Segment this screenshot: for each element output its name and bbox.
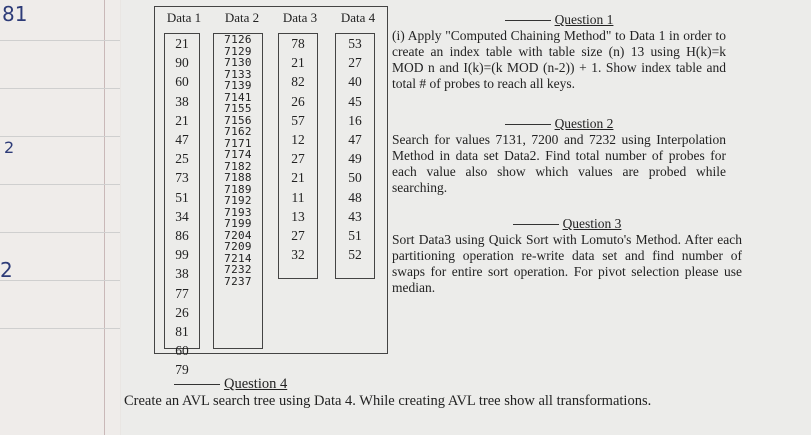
- data1-cell: 34: [175, 208, 189, 224]
- data2-cell: 7232: [224, 263, 252, 276]
- data3-cell: 21: [291, 55, 305, 71]
- data3-cell: 82: [291, 74, 305, 90]
- question-2-title-text: Question 2: [554, 116, 614, 131]
- data3-cell: 57: [291, 112, 305, 128]
- ruled-line: [0, 232, 120, 233]
- header-data3: Data 3: [282, 10, 318, 25]
- data4-cell: 16: [348, 112, 362, 128]
- data2-cell: 7155: [224, 102, 252, 115]
- ruled-line: [0, 328, 120, 329]
- data2-cell: 7130: [224, 56, 252, 69]
- ruled-line: [0, 88, 120, 89]
- data2-cell: 7199: [224, 217, 252, 230]
- data2-cell: 7129: [224, 44, 252, 58]
- data4-cell: 45: [348, 93, 362, 109]
- data2-cell: 7189: [224, 182, 252, 196]
- question-1: [392, 12, 726, 92]
- question-3-title: [392, 216, 742, 232]
- data3-column: [278, 33, 318, 279]
- data4-cell: 52: [348, 247, 362, 263]
- data1-cell: 38: [175, 93, 189, 109]
- data2-cell: 7133: [224, 67, 252, 81]
- data1-cell: 26: [175, 304, 189, 320]
- data2-cell: 7126: [224, 33, 252, 46]
- question-4-text: Create an AVL search tree using Data 4. While creating AVL tree show all transformations.: [124, 393, 652, 409]
- ruled-line: [0, 280, 120, 281]
- data4-cell: 27: [348, 55, 362, 71]
- data1-cell: 60: [175, 74, 189, 90]
- data4-cell: 40: [348, 74, 362, 90]
- data1-cell: 51: [175, 189, 189, 205]
- data4-column: [335, 33, 375, 279]
- question-4: [124, 376, 784, 410]
- ruled-line: [0, 184, 120, 185]
- ruled-line: [0, 136, 120, 137]
- data3-cell: 27: [291, 228, 305, 244]
- data2-cell: 7182: [224, 159, 252, 173]
- data3-cell: 32: [291, 247, 305, 263]
- ruled-line: [0, 40, 120, 41]
- question-2-title: [392, 116, 726, 132]
- data3-cell: 11: [291, 189, 305, 205]
- data2-cell: 7162: [224, 125, 252, 138]
- data2-cell: 7209: [224, 240, 252, 253]
- data4-cell: 43: [348, 208, 362, 224]
- margin-note: 2: [4, 138, 15, 157]
- data1-cell: 90: [175, 55, 189, 71]
- data4-cell: 48: [348, 189, 362, 205]
- data3-cell: 26: [291, 93, 305, 109]
- data-table: [154, 6, 388, 378]
- table-header: [155, 7, 387, 29]
- question-4-title-text: Question 4: [224, 376, 288, 392]
- header-data4: Data 4: [340, 10, 376, 25]
- data1-cell: 47: [175, 132, 189, 148]
- data3-cell: 78: [291, 36, 305, 51]
- data2-cell: 7214: [224, 251, 252, 265]
- data1-cell: 81: [175, 324, 189, 340]
- data3-cell: 21: [291, 170, 305, 186]
- margin-note: 2: [0, 258, 13, 282]
- data2-cell: 7192: [224, 194, 252, 207]
- header-data2: Data 2: [224, 10, 260, 25]
- question-3: [392, 216, 742, 296]
- data2-cell: 7139: [224, 79, 252, 92]
- title-rule: [174, 384, 220, 385]
- data2-cell: 7141: [224, 90, 252, 104]
- margin-note: 81: [2, 2, 28, 26]
- data1-cell: 25: [175, 151, 189, 167]
- data4-cell: 47: [348, 132, 362, 148]
- data3-cell: 13: [291, 208, 305, 224]
- data2-cell: 7174: [224, 148, 252, 161]
- title-rule: [513, 224, 559, 225]
- data3-cell: 27: [291, 151, 305, 167]
- data1-cell: 77: [175, 285, 189, 301]
- data1-cell: 38: [175, 266, 189, 282]
- data2-cell: 7156: [224, 113, 252, 127]
- question-1-title-text: Question 1: [554, 12, 614, 27]
- data1-cell: 73: [175, 170, 189, 186]
- question-3-title-text: Question 3: [562, 216, 622, 231]
- question-1-text: (i) Apply "Computed Chaining Method" to Data 1 in order to create an index table with table size (n) 13 using H(k)=k MOD n and I(k)=(k MOD (n-2)) + 1. Show index table and total # of probes to reach all keys.: [392, 28, 726, 91]
- question-4-title: [124, 376, 784, 393]
- data1-column: [164, 33, 200, 378]
- data2-column: [213, 33, 263, 349]
- data3-cell: 12: [291, 132, 305, 148]
- data2-cell: 7188: [224, 171, 252, 184]
- margin-line: [104, 0, 105, 435]
- notebook-margin: [0, 0, 120, 435]
- data1-cell: 60: [175, 343, 189, 359]
- data1-cell: 79: [175, 362, 189, 378]
- data1-cell: 86: [175, 228, 189, 244]
- data1-cell: 21: [175, 36, 189, 51]
- data2-cell: 7193: [224, 205, 252, 219]
- title-rule: [505, 20, 551, 21]
- data4-cell: 50: [348, 170, 362, 186]
- question-2-text: Search for values 7131, 7200 and 7232 using Interpolation Method in data set Data2. Find total number of probes for each value also show which values are probed while searching.: [392, 132, 726, 195]
- title-rule: [505, 124, 551, 125]
- question-1-title: [392, 12, 726, 28]
- data1-cell: 99: [175, 247, 189, 263]
- data4-cell: 49: [348, 151, 362, 167]
- data1-cell: 21: [175, 112, 189, 128]
- data4-cell: 51: [348, 228, 362, 244]
- data2-cell: 7171: [224, 136, 252, 150]
- header-data1: Data 1: [166, 10, 202, 25]
- question-3-text: Sort Data3 using Quick Sort with Lomuto's Method. After each partitioning operation re-write data set and find number of swaps for entire sort operation. For pivot selection please use median.: [392, 232, 742, 295]
- question-2: [392, 116, 726, 196]
- data4-cell: 53: [348, 36, 362, 51]
- data2-cell: 7237: [224, 274, 252, 288]
- data2-cell: 7204: [224, 228, 252, 242]
